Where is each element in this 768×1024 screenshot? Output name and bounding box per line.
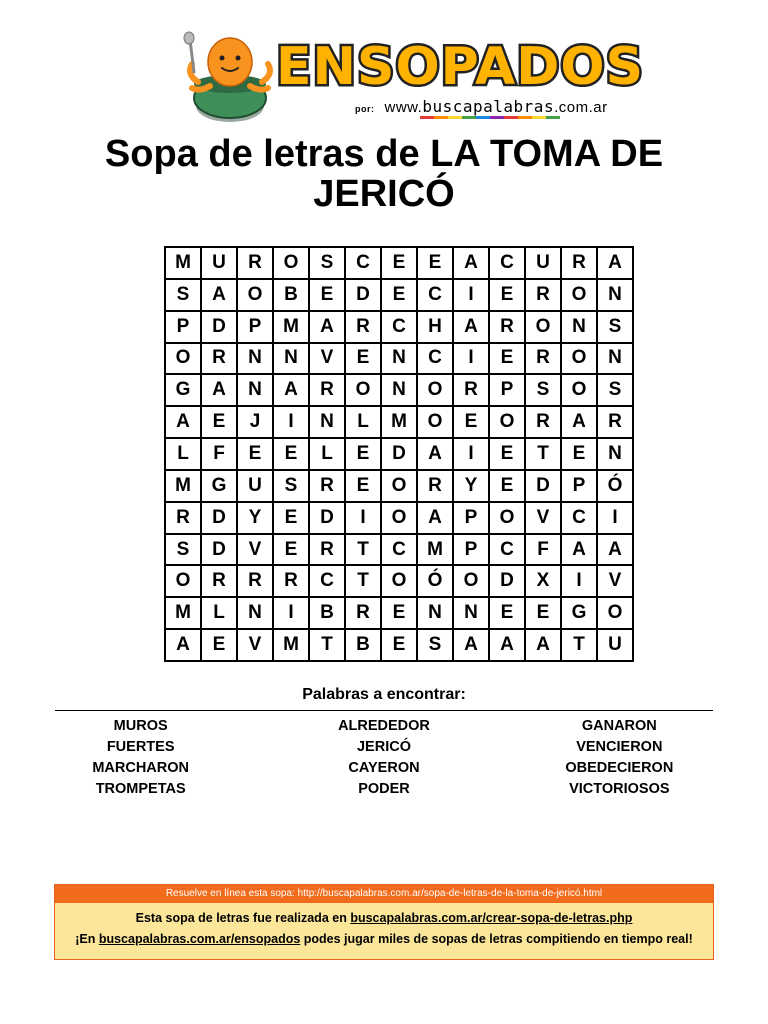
grid-cell: C	[309, 565, 345, 597]
grid-cell: M	[165, 597, 201, 629]
grid-cell: A	[165, 406, 201, 438]
grid-cell: N	[417, 597, 453, 629]
grid-cell: A	[561, 406, 597, 438]
grid-cell: Y	[237, 502, 273, 534]
grid-cell: E	[345, 343, 381, 375]
grid-cell: R	[597, 406, 633, 438]
grid-cell: R	[237, 565, 273, 597]
word-item: PODER	[358, 781, 410, 797]
grid-cell: R	[165, 502, 201, 534]
site-attribution	[355, 97, 608, 116]
grid-cell: T	[345, 534, 381, 566]
grid-cell: O	[345, 374, 381, 406]
grid-cell: E	[345, 438, 381, 470]
grid-cell: E	[381, 597, 417, 629]
grid-cell: E	[417, 247, 453, 279]
grid-cell: I	[273, 597, 309, 629]
grid-cell: E	[381, 629, 417, 661]
grid-cell: E	[525, 597, 561, 629]
grid-cell: A	[453, 247, 489, 279]
grid-cell: T	[525, 438, 561, 470]
grid-cell: L	[165, 438, 201, 470]
grid-cell: O	[417, 406, 453, 438]
grid-cell: E	[201, 406, 237, 438]
grid-cell: O	[453, 565, 489, 597]
grid-cell: R	[489, 311, 525, 343]
grid-cell: R	[273, 565, 309, 597]
grid-cell: O	[597, 597, 633, 629]
grid-cell: E	[489, 597, 525, 629]
grid-cell: E	[201, 629, 237, 661]
grid-cell: I	[453, 438, 489, 470]
grid-cell: R	[309, 470, 345, 502]
grid-cell: G	[201, 470, 237, 502]
grid-cell: S	[309, 247, 345, 279]
grid-cell: E	[381, 247, 417, 279]
grid-cell: V	[525, 502, 561, 534]
grid-cell: D	[489, 565, 525, 597]
word-item: MARCHARON	[92, 760, 189, 776]
grid-cell: S	[597, 311, 633, 343]
grid-row	[165, 502, 633, 534]
grid-cell: A	[417, 438, 453, 470]
grid-cell: E	[561, 438, 597, 470]
word-item: VENCIERON	[576, 739, 663, 755]
footer-ensopados-line	[55, 932, 713, 946]
grid-cell: O	[489, 406, 525, 438]
grid-cell: M	[417, 534, 453, 566]
grid-cell: O	[561, 279, 597, 311]
por-label: por:	[355, 104, 375, 114]
grid-cell: G	[561, 597, 597, 629]
word-item: VICTORIOSOS	[569, 781, 670, 797]
footer-created-line	[55, 911, 713, 925]
grid-cell: R	[561, 247, 597, 279]
grid-cell: Ó	[417, 565, 453, 597]
grid-cell: P	[453, 534, 489, 566]
grid-row	[165, 406, 633, 438]
grid-cell: E	[273, 534, 309, 566]
footer-line1-prefix: Esta sopa de letras fue realizada en	[135, 911, 351, 925]
grid-cell: U	[525, 247, 561, 279]
grid-cell: C	[381, 311, 417, 343]
grid-cell: E	[489, 470, 525, 502]
grid-cell: P	[237, 311, 273, 343]
grid-cell: N	[237, 343, 273, 375]
grid-cell: A	[309, 311, 345, 343]
grid-cell: A	[525, 629, 561, 661]
grid-cell: E	[489, 343, 525, 375]
grid-cell: D	[309, 502, 345, 534]
grid-cell: U	[597, 629, 633, 661]
grid-cell: R	[201, 565, 237, 597]
grid-cell: O	[381, 565, 417, 597]
grid-cell: A	[453, 311, 489, 343]
word-item: JERICÓ	[356, 739, 411, 755]
grid-row	[165, 374, 633, 406]
ensopados-link[interactable]: buscapalabras.com.ar/ensopados	[98, 932, 301, 946]
grid-cell: E	[237, 438, 273, 470]
grid-cell: O	[273, 247, 309, 279]
grid-cell: H	[417, 311, 453, 343]
grid-cell: C	[561, 502, 597, 534]
grid-cell: R	[417, 470, 453, 502]
grid-cell: I	[597, 502, 633, 534]
domain-main[interactable]: buscapalabras	[422, 97, 555, 116]
grid-cell: N	[453, 597, 489, 629]
grid-cell: S	[165, 534, 201, 566]
grid-cell: Ó	[597, 470, 633, 502]
word-search-grid	[164, 246, 634, 662]
grid-cell: O	[525, 311, 561, 343]
grid-cell: C	[489, 247, 525, 279]
grid-cell: N	[309, 406, 345, 438]
grid-cell: D	[381, 438, 417, 470]
grid-cell: J	[237, 406, 273, 438]
grid-cell: C	[417, 343, 453, 375]
word-item: ALREDEDOR	[338, 718, 430, 734]
grid-cell: U	[201, 247, 237, 279]
grid-cell: V	[309, 343, 345, 375]
grid-cell: O	[417, 374, 453, 406]
grid-cell: S	[165, 279, 201, 311]
grid-cell: D	[201, 502, 237, 534]
grid-cell: A	[453, 629, 489, 661]
footer-line2-suffix: podes jugar miles de sopas de letras compitiendo en tiempo real!	[300, 932, 693, 946]
octopus-mascot-logo	[180, 32, 280, 124]
footer-box	[54, 884, 714, 960]
grid-cell: C	[489, 534, 525, 566]
grid-cell: S	[417, 629, 453, 661]
grid-cell: P	[165, 311, 201, 343]
grid-cell: I	[453, 343, 489, 375]
grid-cell: N	[237, 597, 273, 629]
grid-cell: X	[525, 565, 561, 597]
grid-cell: A	[597, 247, 633, 279]
grid-cell: N	[597, 279, 633, 311]
grid-cell: D	[201, 534, 237, 566]
grid-cell: T	[345, 565, 381, 597]
grid-cell: D	[525, 470, 561, 502]
grid-row	[165, 565, 633, 597]
grid-cell: M	[273, 629, 309, 661]
grid-cell: D	[201, 311, 237, 343]
grid-cell: M	[165, 470, 201, 502]
grid-cell: F	[201, 438, 237, 470]
grid-row	[165, 279, 633, 311]
word-item: TROMPETAS	[95, 781, 186, 797]
word-item: CAYERON	[348, 760, 420, 776]
grid-row	[165, 597, 633, 629]
grid-cell: O	[489, 502, 525, 534]
grid-cell: L	[201, 597, 237, 629]
word-item: OBEDECIERON	[565, 760, 674, 776]
word-item: GANARON	[581, 718, 657, 734]
grid-cell: E	[489, 279, 525, 311]
page-title: Sopa de letras de LA TOMA DE JERICÓ	[104, 133, 664, 215]
grid-row	[165, 343, 633, 375]
grid-cell: I	[453, 279, 489, 311]
grid-cell: N	[273, 343, 309, 375]
grid-cell: M	[165, 247, 201, 279]
footer-line2-prefix: ¡En	[75, 932, 99, 946]
grid-cell: E	[309, 279, 345, 311]
grid-cell: R	[237, 247, 273, 279]
grid-cell: B	[273, 279, 309, 311]
grid-cell: E	[345, 470, 381, 502]
grid-cell: R	[453, 374, 489, 406]
rainbow-underline	[420, 116, 560, 119]
grid-cell: T	[561, 629, 597, 661]
grid-cell: N	[381, 343, 417, 375]
grid-cell: R	[345, 597, 381, 629]
grid-cell: A	[165, 629, 201, 661]
grid-cell: B	[345, 629, 381, 661]
grid-cell: A	[273, 374, 309, 406]
grid-cell: P	[489, 374, 525, 406]
grid-cell: R	[309, 534, 345, 566]
word-item: FUERTES	[106, 739, 175, 755]
grid-cell: I	[273, 406, 309, 438]
grid-cell: M	[273, 311, 309, 343]
grid-row	[165, 534, 633, 566]
grid-cell: O	[237, 279, 273, 311]
grid-cell: R	[525, 406, 561, 438]
grid-cell: G	[165, 374, 201, 406]
online-solve-link[interactable]: Resuelve en línea esta sopa: http://buscapalabras.com.ar/sopa-de-letras-de-la-toma-de-jericó.html	[55, 885, 713, 903]
grid-cell: L	[345, 406, 381, 438]
grid-cell: A	[489, 629, 525, 661]
grid-cell: C	[381, 534, 417, 566]
grid-cell: N	[561, 311, 597, 343]
grid-cell: R	[309, 374, 345, 406]
grid-cell: U	[237, 470, 273, 502]
grid-cell: T	[309, 629, 345, 661]
grid-cell: N	[381, 374, 417, 406]
word-list	[55, 716, 713, 800]
grid-cell: O	[561, 343, 597, 375]
grid-row	[165, 438, 633, 470]
grid-cell: A	[201, 279, 237, 311]
svg-text:ENSOPADOS: ENSOPADOS	[275, 37, 645, 97]
grid-cell: E	[273, 502, 309, 534]
grid-row	[165, 629, 633, 661]
grid-cell: A	[201, 374, 237, 406]
grid-cell: A	[417, 502, 453, 534]
grid-cell: C	[345, 247, 381, 279]
grid-cell: I	[345, 502, 381, 534]
word-item: MUROS	[113, 718, 168, 734]
grid-cell: R	[201, 343, 237, 375]
grid-cell: A	[597, 534, 633, 566]
grid-row	[165, 470, 633, 502]
grid-row	[165, 247, 633, 279]
grid-cell: O	[381, 502, 417, 534]
grid-cell: I	[561, 565, 597, 597]
grid-cell: M	[381, 406, 417, 438]
grid-cell: C	[417, 279, 453, 311]
grid-cell: S	[597, 374, 633, 406]
grid-cell: E	[453, 406, 489, 438]
grid-cell: V	[237, 534, 273, 566]
grid-cell: O	[381, 470, 417, 502]
grid-cell: D	[345, 279, 381, 311]
grid-cell: Y	[453, 470, 489, 502]
domain-prefix: www.	[384, 99, 423, 116]
grid-cell: R	[345, 311, 381, 343]
words-divider	[55, 710, 713, 711]
grid-cell: A	[561, 534, 597, 566]
grid-cell: V	[237, 629, 273, 661]
grid-cell: O	[561, 374, 597, 406]
grid-cell: B	[309, 597, 345, 629]
grid-cell: L	[309, 438, 345, 470]
grid-cell: S	[273, 470, 309, 502]
grid-cell: O	[165, 343, 201, 375]
grid-cell: S	[525, 374, 561, 406]
grid-cell: E	[489, 438, 525, 470]
grid-cell: F	[525, 534, 561, 566]
grid-cell: N	[237, 374, 273, 406]
grid-cell: V	[597, 565, 633, 597]
words-heading: Palabras a encontrar:	[302, 686, 466, 703]
create-puzzle-link[interactable]: buscapalabras.com.ar/crear-sopa-de-letras.php	[350, 911, 633, 925]
grid-cell: P	[561, 470, 597, 502]
grid-row	[165, 311, 633, 343]
grid-cell: O	[165, 565, 201, 597]
grid-cell: N	[597, 343, 633, 375]
ensopados-logo	[275, 30, 645, 100]
grid-cell: R	[525, 279, 561, 311]
grid-cell: P	[453, 502, 489, 534]
grid-cell: E	[381, 279, 417, 311]
grid-cell: R	[525, 343, 561, 375]
grid-cell: E	[273, 438, 309, 470]
domain-suffix: .com.ar	[554, 99, 608, 116]
grid-cell: N	[597, 438, 633, 470]
